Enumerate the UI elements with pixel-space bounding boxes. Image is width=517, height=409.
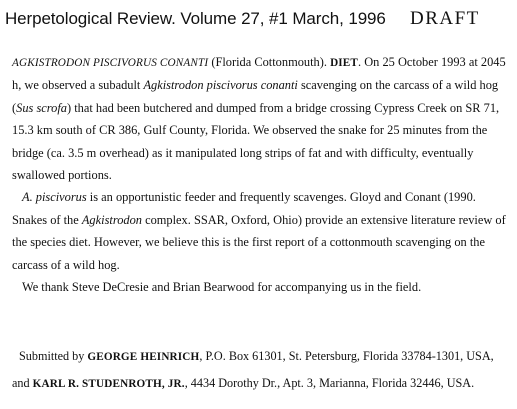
draft-label: DRAFT	[410, 8, 480, 29]
paragraph-observation	[12, 51, 510, 186]
submitted-line-2	[12, 373, 504, 394]
discussion-text-b: complex. SSAR, Oxford, Ohio) provide an extensive literature review of the species diet. However, we believe this is the first report of a cottonmouth scavenging on the carcass of a wild hog.	[12, 212, 506, 272]
article-body	[12, 51, 510, 298]
address-2: , 4434 Dorothy Dr., Apt. 3, Marianna, Florida 32446, USA.	[184, 376, 475, 390]
hog-scientific-name: Sus scrofa	[16, 100, 67, 115]
observation-text-a: . On 25 October 1993 at 2045 h, we observed a subadult	[12, 55, 506, 93]
discussion-text-a: is an opportunistic feeder and frequently scavenges. Gloyd and Conant (1990. Snakes of the	[12, 190, 476, 227]
genus-italic: Agkistrodon	[81, 212, 142, 227]
author-1: GEORGE HEINRICH	[87, 351, 200, 363]
topic-heading: DIET	[330, 57, 359, 69]
observation-text-b: scavenging on the carcass of a wild hog (	[12, 78, 499, 115]
species-italic: Agkistrodon piscivorus conanti	[143, 78, 298, 93]
author-2: KARL R. STUDENROTH, JR.	[32, 378, 185, 390]
paragraph-acknowledgments: We thank Steve DeCresie and Brian Bearwood for accompanying us in the field.	[22, 280, 422, 295]
species-abbrev: A. piscivorus	[22, 190, 87, 205]
submitted-line-1	[19, 346, 511, 367]
journal-header: Herpetological Review. Volume 27, #1 March, 1996	[5, 9, 386, 28]
paragraph-discussion	[12, 186, 510, 276]
submitted-prefix: Submitted by	[19, 349, 88, 363]
address-1: , P.O. Box 61301, St. Petersburg, Florida 33784-1301, USA,	[199, 349, 494, 363]
and-word: and	[12, 376, 33, 390]
observation-text-c: ) that had been butchered and dumped from a bridge crossing Cypress Creek on SR 71, 15.3 km south of CR 386, Gulf County, Florida. We observed the snake for 25 minutes from the bridge (ca. 3.5 m overhead) as it manipulated long strips of fat and with difficulty, eventually swallowed portions.	[12, 100, 500, 183]
common-name: (Florida Cottonmouth).	[208, 55, 331, 69]
species-heading: AGKISTRODON PISCIVORUS CONANTI	[12, 57, 209, 69]
